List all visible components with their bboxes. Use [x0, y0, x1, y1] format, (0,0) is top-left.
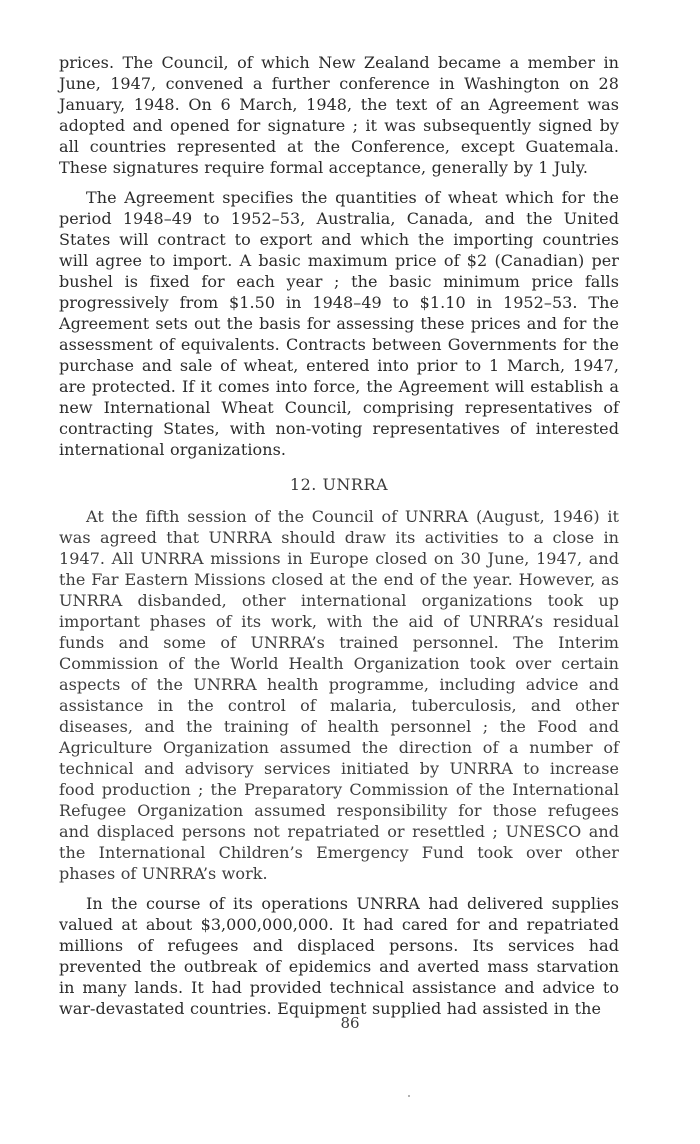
- document-page: [59, 52, 619, 1019]
- paragraph-wheat-agreement: The Agreement specifies the quantities of wheat which for the period 1948–49 to 1952–53, Australia, Canada, and the United States will contract to export and which the importing countries will agree to import. A basic maximum price of $2 (Canadian) per bushel is fixed for each year ; the basic minimum price falls progressively from $1.50 in 1948–49 to $1.10 in 1952–53. The Agreement sets out the basis for assessing these prices and for the assessment of equivalents. Contracts between Governments for the purchase and sale of wheat, entered into prior to 1 March, 1947, are protected. If it comes into force, the Agreement will establish a new International Wheat Council, comprising representatives of contracting States, with non-voting representatives of interested international organizations.: [59, 188, 619, 459]
- paragraph-unrra-closure: At the fifth session of the Council of UNRRA (August, 1946) it was agreed that UNRRA should draw its activities to a close in 1947. All UNRRA missions in Europe closed on 30 June, 1947, and the Far Eastern Missions closed at the end of the year. However, as UNRRA disbanded, other international organizations took up important phases of its work, with the aid of UNRRA’s residual funds and some of UNRRA’s trained personnel. The Interim Commission of the World Health Organization took over certain aspects of the UNRRA health programme, including advice and assistance in the control of malaria, tuberculosis, and other diseases, and the training of health personnel ; the Food and Agriculture Organization assumed the direction of a number of technical and advisory services initiated by UNRRA to increase food production ; the Preparatory Commission of the International Refugee Organization assumed responsibility for those refugees and displaced persons not repatriated or resettled ; UNESCO and the International Children’s Emergency Fund took over other phases of UNRRA’s work.: [59, 507, 619, 883]
- section-heading: 12. UNRRA: [289, 475, 389, 494]
- paragraph-wheat-council: prices. The Council, of which New Zealand became a member in June, 1947, convened a further conference in Washington on 28 January, 1948. On 6 March, 1948, the text of an Agreement was adopted and opened for signature ; it was subsequently signed by all countries represented at the Conference, except Guatemala. These signatures require formal acceptance, generally by 1 July.: [59, 53, 619, 177]
- paragraph-unrra-operations: In the course of its operations UNRRA had delivered supplies valued at about $3,000,000,000. It had cared for and repatriated millions of refugees and displaced persons. Its services had prevented the outbreak of epidemics and averted mass starvation in many lands. It had provided technical assistance and advice to war-devastated countries. Equipment supplied had assisted in the: [59, 894, 619, 1018]
- page-number: 86: [340, 1014, 360, 1032]
- scan-speck: [408, 1095, 410, 1097]
